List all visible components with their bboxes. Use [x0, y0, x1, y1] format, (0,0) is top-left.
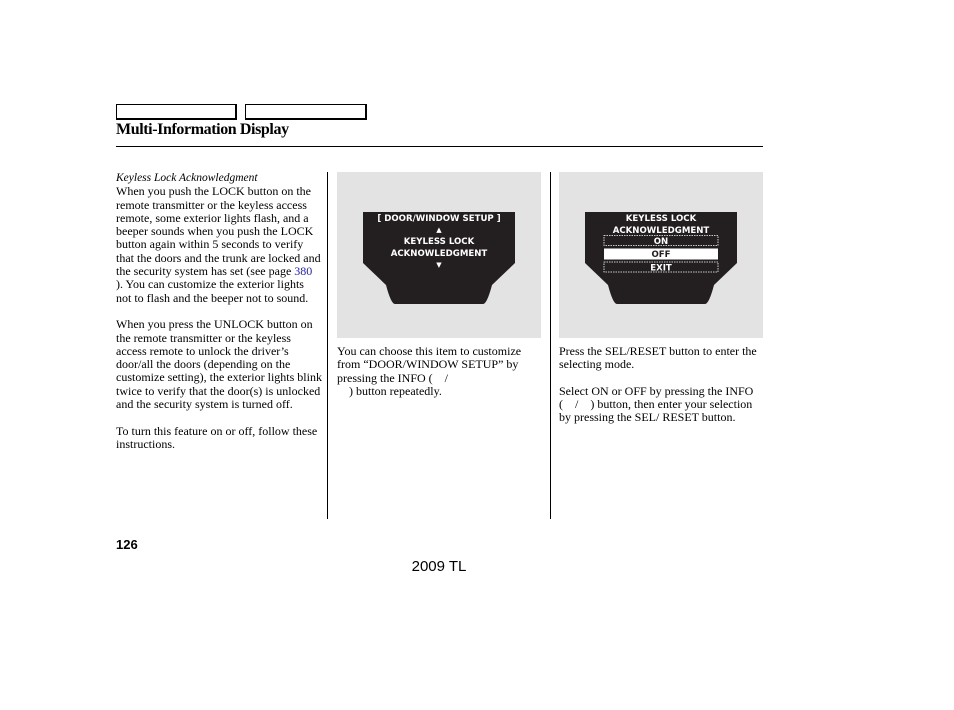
option-on: ON	[653, 237, 669, 247]
arrow-down-icon: ▼	[436, 261, 442, 269]
model-footer: 2009 TL	[411, 558, 467, 575]
display-screen-select	[559, 172, 763, 338]
paragraph-instructions: To turn this feature on or off, follow these instructions.	[116, 423, 318, 451]
text-column-3	[559, 345, 765, 425]
choose-text-a: You can choose this item to customize from “DOOR/WINDOW SETUP” by pressing the INFO (	[337, 344, 522, 385]
paragraph-unlock: When you press the UNLOCK button on the remote transmitter or the keyless access remote to unlock the driver’s door/all the doors (depending on the customize setting), the exterior lights blink twice to verify that the door(s) is unlocked and the security system is turned off.	[116, 317, 322, 412]
screen-line-item1: KEYLESS LOCK	[403, 237, 475, 247]
section-caption: Keyless Lock Acknowledgment	[116, 172, 258, 184]
text-column-2	[337, 345, 543, 398]
select-text-a: Select ON or OFF by pressing the INFO (	[559, 383, 754, 412]
select-text-slash: /	[575, 397, 579, 412]
display-illustration-setup	[337, 172, 541, 338]
page-number: 126	[116, 537, 138, 552]
arrow-up-icon: ▲	[436, 226, 442, 234]
screen-line-item2: ACKNOWLEDGMENT	[390, 249, 488, 259]
choose-text-slash: /	[444, 370, 448, 385]
paragraph-choose-item	[337, 345, 543, 398]
option-off: OFF	[651, 250, 671, 260]
nav-tab-index[interactable]	[245, 104, 367, 120]
paragraph-lock-text-a: When you push the LOCK button on the remote transmitter or the keyless access remote, some exterior lights flash, and a beeper sounds when you push the LOCK button again within 5 seconds to verify that the doors and the trunk are locked and the security system has set (see page	[116, 184, 321, 279]
paragraph-enter-mode: Press the SEL/RESET button to enter the selecting mode.	[559, 344, 757, 372]
screen-line-title1: KEYLESS LOCK	[625, 214, 697, 224]
page-title: Multi-Information Display	[116, 121, 289, 138]
text-column-1	[116, 172, 322, 451]
screen-line-title2: ACKNOWLEDGMENT	[612, 226, 710, 236]
nav-tab-main-menu[interactable]	[116, 104, 237, 120]
column-divider-2	[550, 172, 551, 519]
paragraph-select-option	[559, 385, 765, 425]
paragraph-lock	[116, 185, 322, 305]
paragraph-lock-text-b: ). You can customize the exterior lights not to flash and the beeper not to sound.	[116, 277, 309, 305]
display-illustration-select	[559, 172, 763, 338]
select-text-c: ) button, then enter your selection by pressing the SEL/ RESET button.	[559, 397, 753, 425]
column-divider-1	[327, 172, 328, 519]
display-screen-setup	[337, 172, 541, 338]
choose-text-c: ) button repeatedly.	[349, 383, 442, 398]
page-reference-link[interactable]: 380	[294, 264, 313, 279]
title-divider	[116, 146, 763, 147]
screen-line-menu: [ DOOR/WINDOW SETUP ]	[377, 214, 501, 224]
option-exit: EXIT	[650, 263, 672, 274]
